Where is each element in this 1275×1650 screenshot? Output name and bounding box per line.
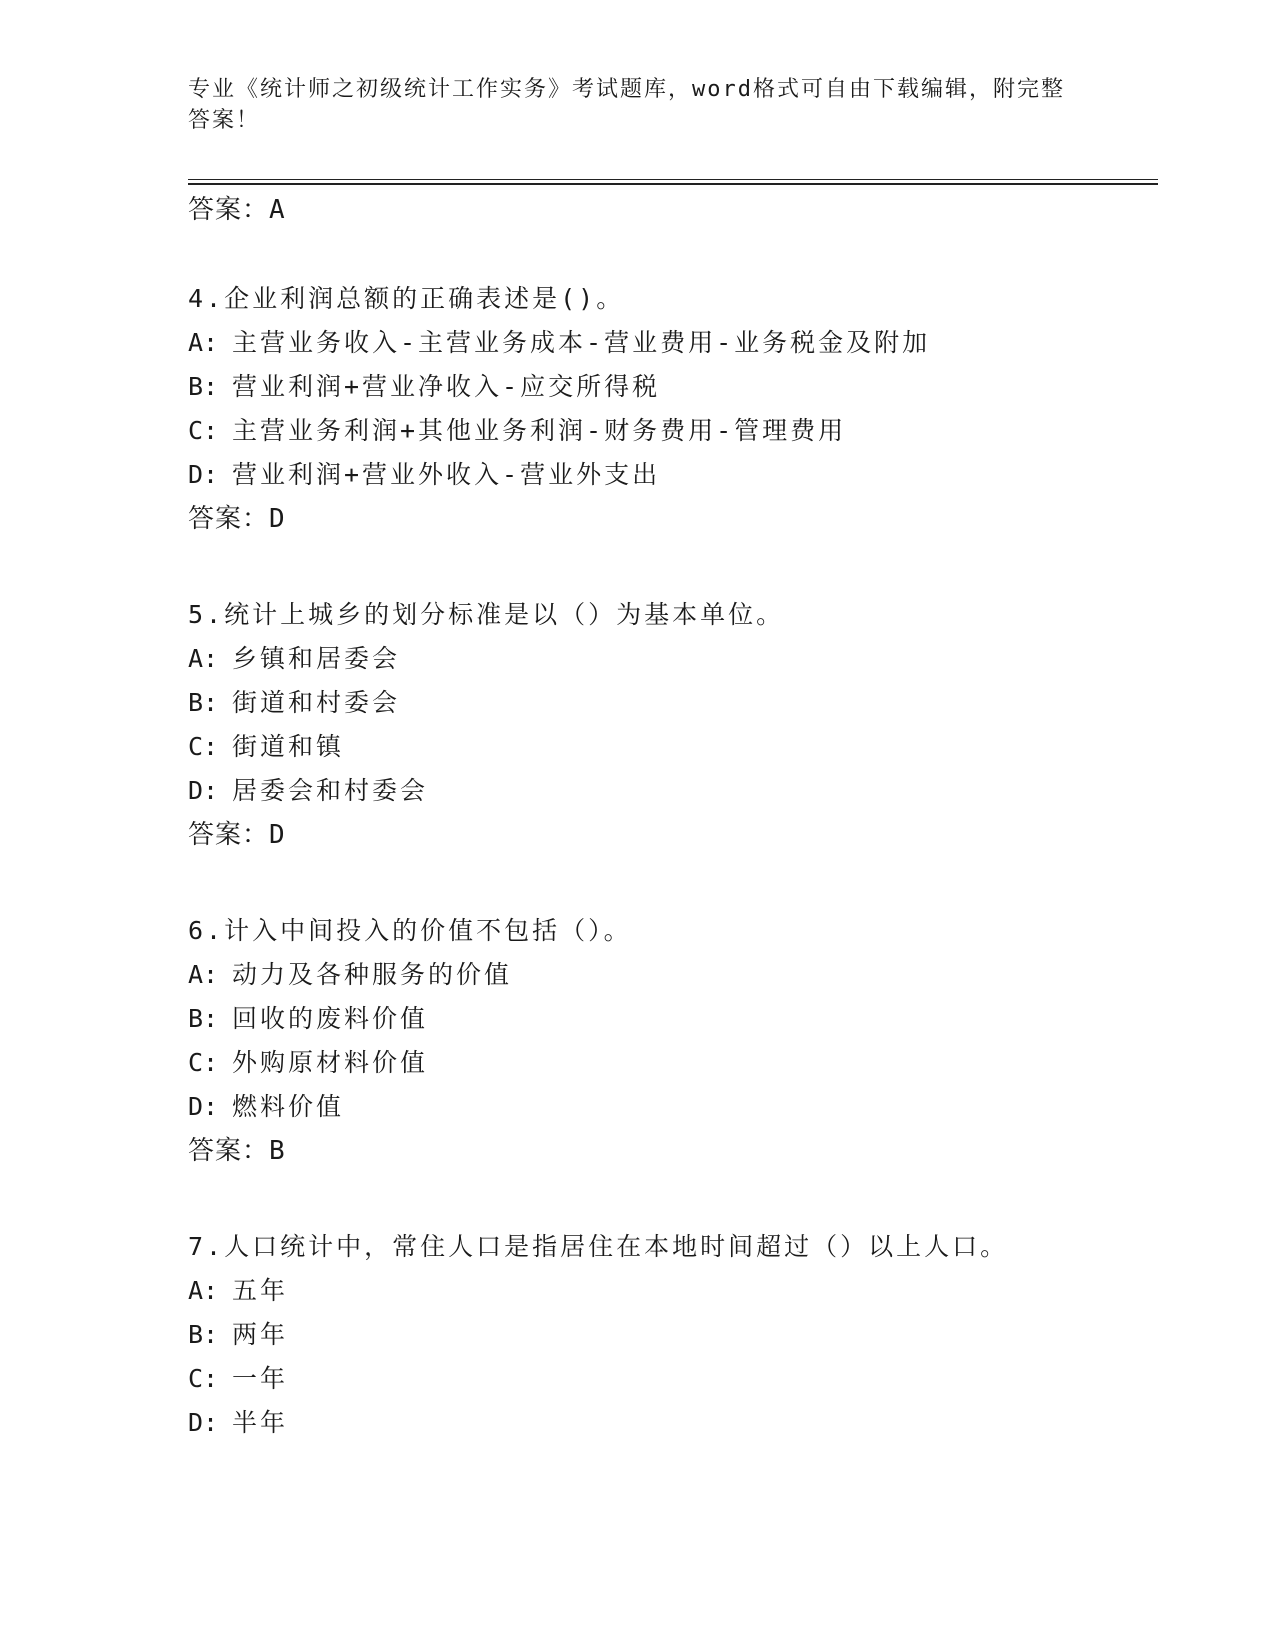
option-d [188, 774, 428, 808]
question-stem: 4.企业利润总额的正确表述是()。 [188, 284, 625, 313]
option-key: C: [188, 732, 219, 761]
answer-value: B [269, 1136, 286, 1166]
option-key: D: [188, 460, 219, 489]
option-text: 乡镇和居委会 [232, 644, 401, 673]
option-b [188, 686, 400, 720]
question-stem: 6.计入中间投入的价值不包括（）。 [188, 916, 632, 945]
question-stem: 7.人口统计中，常住人口是指居住在本地时间超过（）以上人口。 [188, 1232, 1009, 1261]
answer-label: 答案： [188, 820, 270, 850]
answer-value: D [269, 504, 286, 534]
document-header: 专业《统计师之初级统计工作实务》考试题库，word格式可自由下载编辑，附完整答案！ [188, 77, 1065, 133]
option-text: 外购原材料价值 [232, 1048, 429, 1077]
option-c [188, 1362, 288, 1396]
option-text: 回收的废料价值 [232, 1004, 429, 1033]
option-text: 五年 [232, 1276, 289, 1305]
option-text: 营业利润+营业外收入-营业外支出 [232, 460, 661, 489]
option-key: B: [188, 372, 219, 401]
option-text: 燃料价值 [232, 1092, 345, 1121]
option-a [188, 1274, 288, 1308]
answer-label: 答案： [188, 1136, 270, 1166]
option-d [188, 458, 660, 492]
option-key: C: [188, 1048, 219, 1077]
answer-value: D [269, 820, 286, 850]
option-c [188, 414, 846, 448]
option-text: 街道和村委会 [232, 688, 401, 717]
answer-label: 答案： [188, 504, 270, 534]
option-b [188, 1002, 428, 1036]
option-text: 居委会和村委会 [232, 776, 429, 805]
option-key: A: [188, 328, 219, 357]
option-a [188, 326, 930, 360]
option-key: B: [188, 1320, 219, 1349]
option-text: 街道和镇 [232, 732, 345, 761]
option-text: 主营业务收入-主营业务成本-营业费用-业务税金及附加 [232, 328, 931, 357]
option-key: C: [188, 1364, 219, 1393]
answer [188, 502, 286, 536]
option-key: A: [188, 644, 219, 673]
option-text: 一年 [232, 1364, 289, 1393]
answer [188, 1134, 286, 1168]
option-text: 半年 [232, 1408, 289, 1437]
option-key: D: [188, 1408, 219, 1437]
answer-previous [188, 193, 286, 227]
option-key: A: [188, 1276, 219, 1305]
header-rule-thick [188, 183, 1158, 185]
option-key: B: [188, 688, 219, 717]
option-key: A: [188, 960, 219, 989]
answer-label: 答案： [188, 195, 270, 225]
option-a [188, 642, 400, 676]
option-text: 营业利润+营业净收入-应交所得税 [232, 372, 661, 401]
question-stem: 5.统计上城乡的划分标准是以（）为基本单位。 [188, 600, 785, 629]
answer [188, 818, 286, 852]
option-key: C: [188, 416, 219, 445]
option-text: 动力及各种服务的价值 [232, 960, 513, 989]
option-c [188, 730, 344, 764]
option-d [188, 1090, 344, 1124]
option-key: B: [188, 1004, 219, 1033]
option-text: 两年 [232, 1320, 289, 1349]
option-key: D: [188, 776, 219, 805]
header-rule-thin [188, 179, 1158, 180]
option-key: D: [188, 1092, 219, 1121]
option-a [188, 958, 512, 992]
option-d [188, 1406, 288, 1440]
option-b [188, 370, 660, 404]
option-c [188, 1046, 428, 1080]
answer-value: A [269, 195, 286, 225]
option-text: 主营业务利润+其他业务利润-财务费用-管理费用 [232, 416, 847, 445]
option-b [188, 1318, 288, 1352]
